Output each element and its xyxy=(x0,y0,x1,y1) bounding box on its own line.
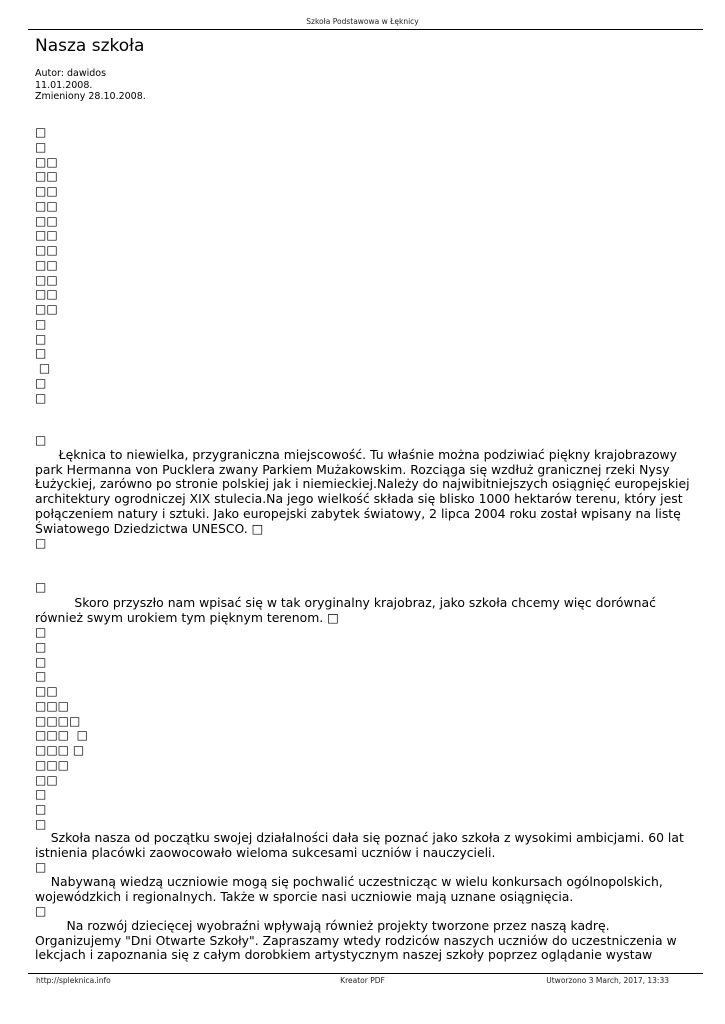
placeholder-box-line: □□□ xyxy=(35,698,70,713)
placeholder-box-line: □□ xyxy=(35,257,58,272)
placeholder-box-line: □□ xyxy=(35,228,58,243)
placeholder-box-line: □ xyxy=(35,654,47,669)
placeholder-box-line: □ xyxy=(35,669,47,684)
placeholder-box-line: □□ xyxy=(35,772,58,787)
page-header-title: Szkoła Podstawowa w Łęknicy xyxy=(306,17,419,26)
placeholder-box-line: □□ xyxy=(35,154,58,169)
placeholder-box-line: □ xyxy=(35,125,47,139)
placeholder-box-line: □ xyxy=(35,802,47,816)
placeholder-box: □ xyxy=(35,904,47,918)
placeholder-box-line: □□ xyxy=(35,184,58,198)
paragraph-landscape: Skoro przyszło nam wpisać się w tak oryginalny krajobraz, jako szkoła chcemy więc dorównać również swym urokiem tym pięknym terenom. □ xyxy=(35,595,656,625)
placeholder-box-line: □ xyxy=(35,139,47,154)
placeholder-box-line: □ xyxy=(35,361,51,375)
article-modified: Zmieniony 28.10.2008. xyxy=(35,91,146,102)
placeholder-box-line: □ xyxy=(35,346,47,361)
paragraph-competitions: Nabywaną wiedzą uczniowie mogą się pochwalić uczestnicząc w wielu konkursach ogólnopolskich, wojewódzkich i regionalnych. Także w sporcie nasi uczniowie mają uznane osiągnięcia. xyxy=(35,874,663,904)
paragraph-ambitions: Szkoła nasza od początku swojej działalności dała się poznać jako szkoła z wysokimi ambicjami. 60 lat istnienia placówki zaowocowało wieloma sukcesami uczniów i nauczycieli. xyxy=(35,830,684,860)
placeholder-box-line: □□□ □ xyxy=(35,728,88,743)
paragraph-park: Łęknica to niewielka, przygraniczna miejscowość. Tu właśnie można podziwiać piękny krajobrazowy park Hermanna von Pucklera zwany Parkiem Mużakowskim. Rozciąga się wzdłuż granicznej rzeki Nysy Łużyckiej, zarówno po stronie polskiej jak i niemieckiej.Należy do najwibitniejszych osiągnięć europejskiej architektury ogrodniczej XIX stulecia.Na jego wielkość składa się blisko 1000 hektarów terenu, który jest połączeniem natury i sztuki. Jako europejski zabytek światowy, 2 lipca 2004 roku został wpisany na listę Światowego Dziedzictwa UNESCO. □ xyxy=(35,447,690,536)
placeholder-box-line: □ xyxy=(35,625,47,639)
placeholder-box-line: □ xyxy=(35,331,47,346)
placeholder-box-line: □□ xyxy=(35,302,58,316)
paragraph-projects: Na rozwój dziecięcej wyobraźni wpływają również projekty tworzone przez naszą kadrę. Organizujemy "Dni Otwarte Szkoły". Zapraszamy wtedy rodziców naszych uczniów do uczestniczenia w lekcjach i zapoznania się z całym dorobkiem artystycznym naszej szkoły poprzez oglądanie wystaw xyxy=(35,918,677,963)
placeholder-box-line: □□□ xyxy=(35,757,70,772)
placeholder-box: □ xyxy=(35,580,47,594)
placeholder-box: □ xyxy=(35,433,47,447)
footer-created-date: Utworzono 3 March, 2017, 13:33 xyxy=(546,976,669,985)
article-author: Autor: dawidos xyxy=(35,68,107,79)
placeholder-box: □ xyxy=(35,536,47,550)
placeholder-box-line: □ xyxy=(35,787,47,802)
header-divider xyxy=(28,29,703,30)
placeholder-box-line: □ xyxy=(35,639,47,654)
article-title: Nasza szkoła xyxy=(35,36,145,56)
placeholder-box-line: □ xyxy=(35,390,47,405)
placeholder-box-line: □ xyxy=(35,816,47,831)
placeholder-box-line: □□ xyxy=(35,684,58,698)
placeholder-box-line: □□ xyxy=(35,213,58,228)
placeholder-box: □ xyxy=(35,860,47,874)
footer-divider xyxy=(28,973,703,974)
placeholder-box-line: □□ xyxy=(35,272,58,287)
placeholder-box-line: □□ xyxy=(35,169,58,184)
placeholder-box-line: □□□ □ xyxy=(35,743,85,757)
footer-generator: Kreator PDF xyxy=(340,976,385,985)
placeholder-box-line: □□□□ xyxy=(35,713,81,728)
placeholder-box-group-2 xyxy=(35,625,88,832)
placeholder-box-group-1 xyxy=(35,125,58,405)
article-meta xyxy=(35,68,146,103)
footer-url-link[interactable]: http://spleknica.info xyxy=(36,976,111,985)
placeholder-box-line: □ xyxy=(35,375,47,390)
placeholder-box-line: □□ xyxy=(35,243,58,257)
article-date: 11.01.2008. xyxy=(35,79,93,91)
placeholder-box-line: □□ xyxy=(35,198,58,213)
placeholder-box-line: □ xyxy=(35,316,47,331)
placeholder-box-line: □□ xyxy=(35,287,58,302)
